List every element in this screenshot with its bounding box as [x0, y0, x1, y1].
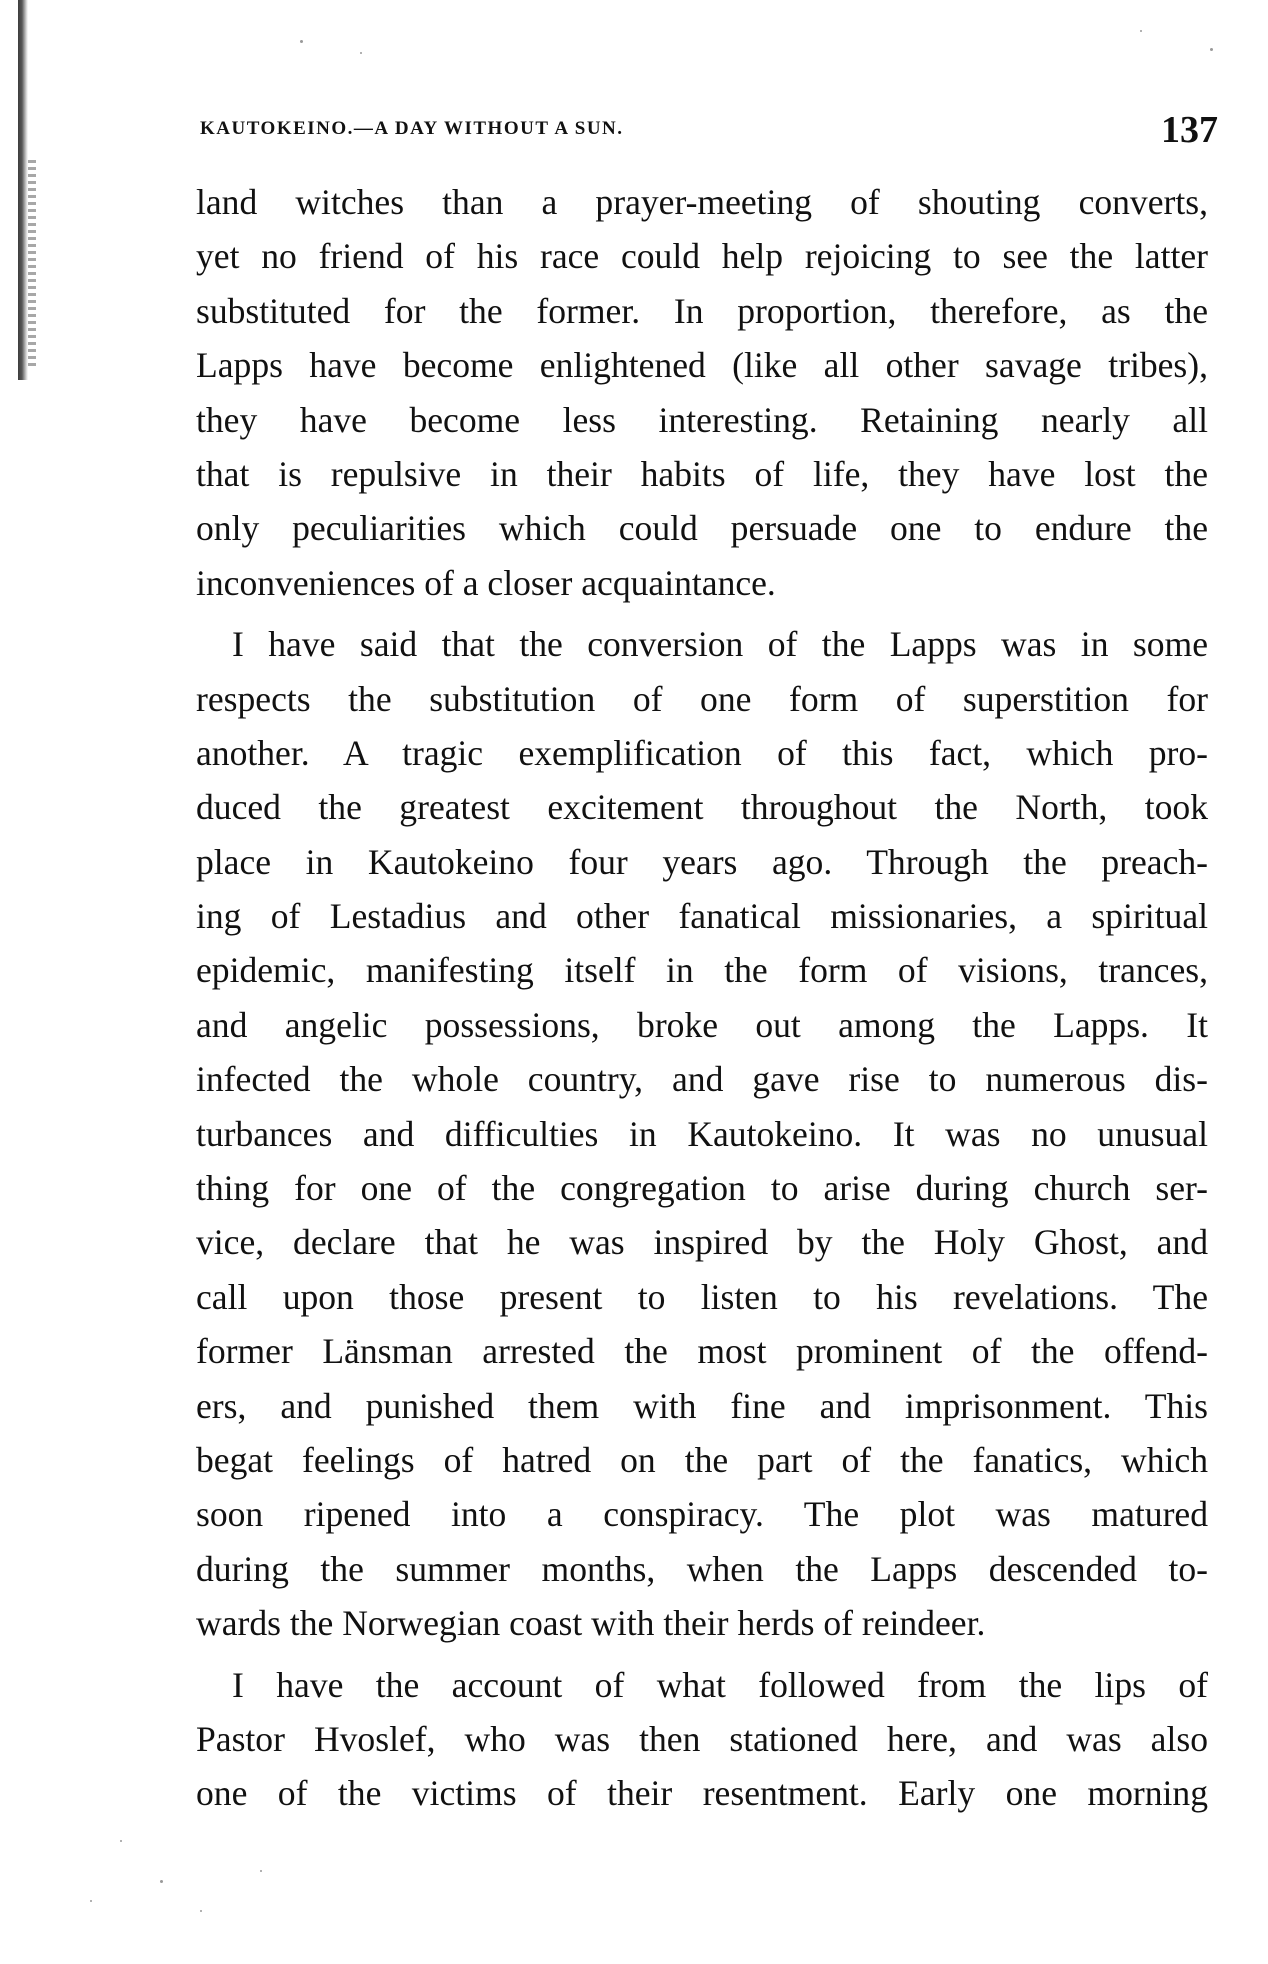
text-line: substituted for the former. In proportion, therefore, as the	[196, 290, 1208, 331]
paragraph	[196, 1658, 1208, 1821]
text-line: yet no friend of his race could help rejoicing to see the latter	[196, 236, 1208, 277]
text-line: infected the whole country, and gave rise to numerous dis-	[196, 1059, 1208, 1100]
scan-speckle	[300, 40, 303, 43]
text-line: call upon those present to listen to his revelations. The	[196, 1276, 1208, 1317]
body-text	[196, 175, 1208, 1821]
scan-speckle	[200, 1910, 202, 1912]
scan-speckle	[90, 1900, 92, 1902]
text-line: turbances and difficulties in Kautokeino. It was no unusual	[196, 1113, 1208, 1154]
scan-speckle	[1140, 30, 1142, 32]
running-head-title: KAUTOKEINO.—A DAY WITHOUT A SUN.	[200, 118, 624, 139]
scan-edge-artifact	[28, 160, 36, 370]
scan-speckle	[360, 52, 362, 54]
paragraph	[196, 175, 1208, 610]
text-line: another. A tragic exemplification of this fact, which pro-	[196, 732, 1208, 773]
text-line: place in Kautokeino four years ago. Through the preach-	[196, 841, 1208, 882]
paragraph	[196, 617, 1208, 1650]
text-line: one of the victims of their resentment. Early one morning	[196, 1773, 1208, 1814]
text-line: I have said that the conversion of the Lapps was in some	[232, 624, 1208, 665]
text-line: wards the Norwegian coast with their herds of reindeer.	[196, 1603, 986, 1644]
scan-edge-artifact	[18, 0, 28, 380]
text-line: epidemic, manifesting itself in the form of visions, trances,	[196, 950, 1208, 991]
text-line: during the summer months, when the Lapps descended to-	[196, 1548, 1208, 1589]
scan-speckle	[260, 1870, 262, 1872]
text-line: inconveniences of a closer acquaintance.	[196, 562, 776, 603]
text-line: duced the greatest excitement throughout the North, took	[196, 787, 1208, 828]
text-line: begat feelings of hatred on the part of the fanatics, which	[196, 1439, 1208, 1480]
text-line: they have become less interesting. Retaining nearly all	[196, 399, 1208, 440]
text-line: only peculiarities which could persuade one to endure the	[196, 508, 1208, 549]
text-line: Pastor Hvoslef, who was then stationed here, and was also	[196, 1718, 1208, 1759]
scan-speckle	[160, 1880, 163, 1883]
text-line: and angelic possessions, broke out among the Lapps. It	[196, 1004, 1208, 1045]
text-line: respects the substitution of one form of superstition for	[196, 678, 1208, 719]
text-line: ers, and punished them with fine and imprisonment. This	[196, 1385, 1208, 1426]
text-line: I have the account of what followed from the lips of	[232, 1664, 1208, 1705]
text-line: former Länsman arrested the most prominent of the offend-	[196, 1331, 1208, 1372]
page-number: 137	[1161, 109, 1218, 151]
text-line: vice, declare that he was inspired by the Holy Ghost, and	[196, 1222, 1208, 1263]
text-line: thing for one of the congregation to arise during church ser-	[196, 1168, 1208, 1209]
text-line: Lapps have become enlightened (like all other savage tribes),	[196, 345, 1208, 386]
text-line: ing of Lestadius and other fanatical missionaries, a spiritual	[196, 896, 1208, 937]
scan-speckle	[1210, 48, 1213, 51]
text-line: land witches than a prayer-meeting of shouting converts,	[196, 182, 1208, 222]
scan-speckle	[120, 1840, 122, 1842]
text-line: soon ripened into a conspiracy. The plot was matured	[196, 1494, 1208, 1535]
text-line: that is repulsive in their habits of life, they have lost the	[196, 453, 1208, 494]
